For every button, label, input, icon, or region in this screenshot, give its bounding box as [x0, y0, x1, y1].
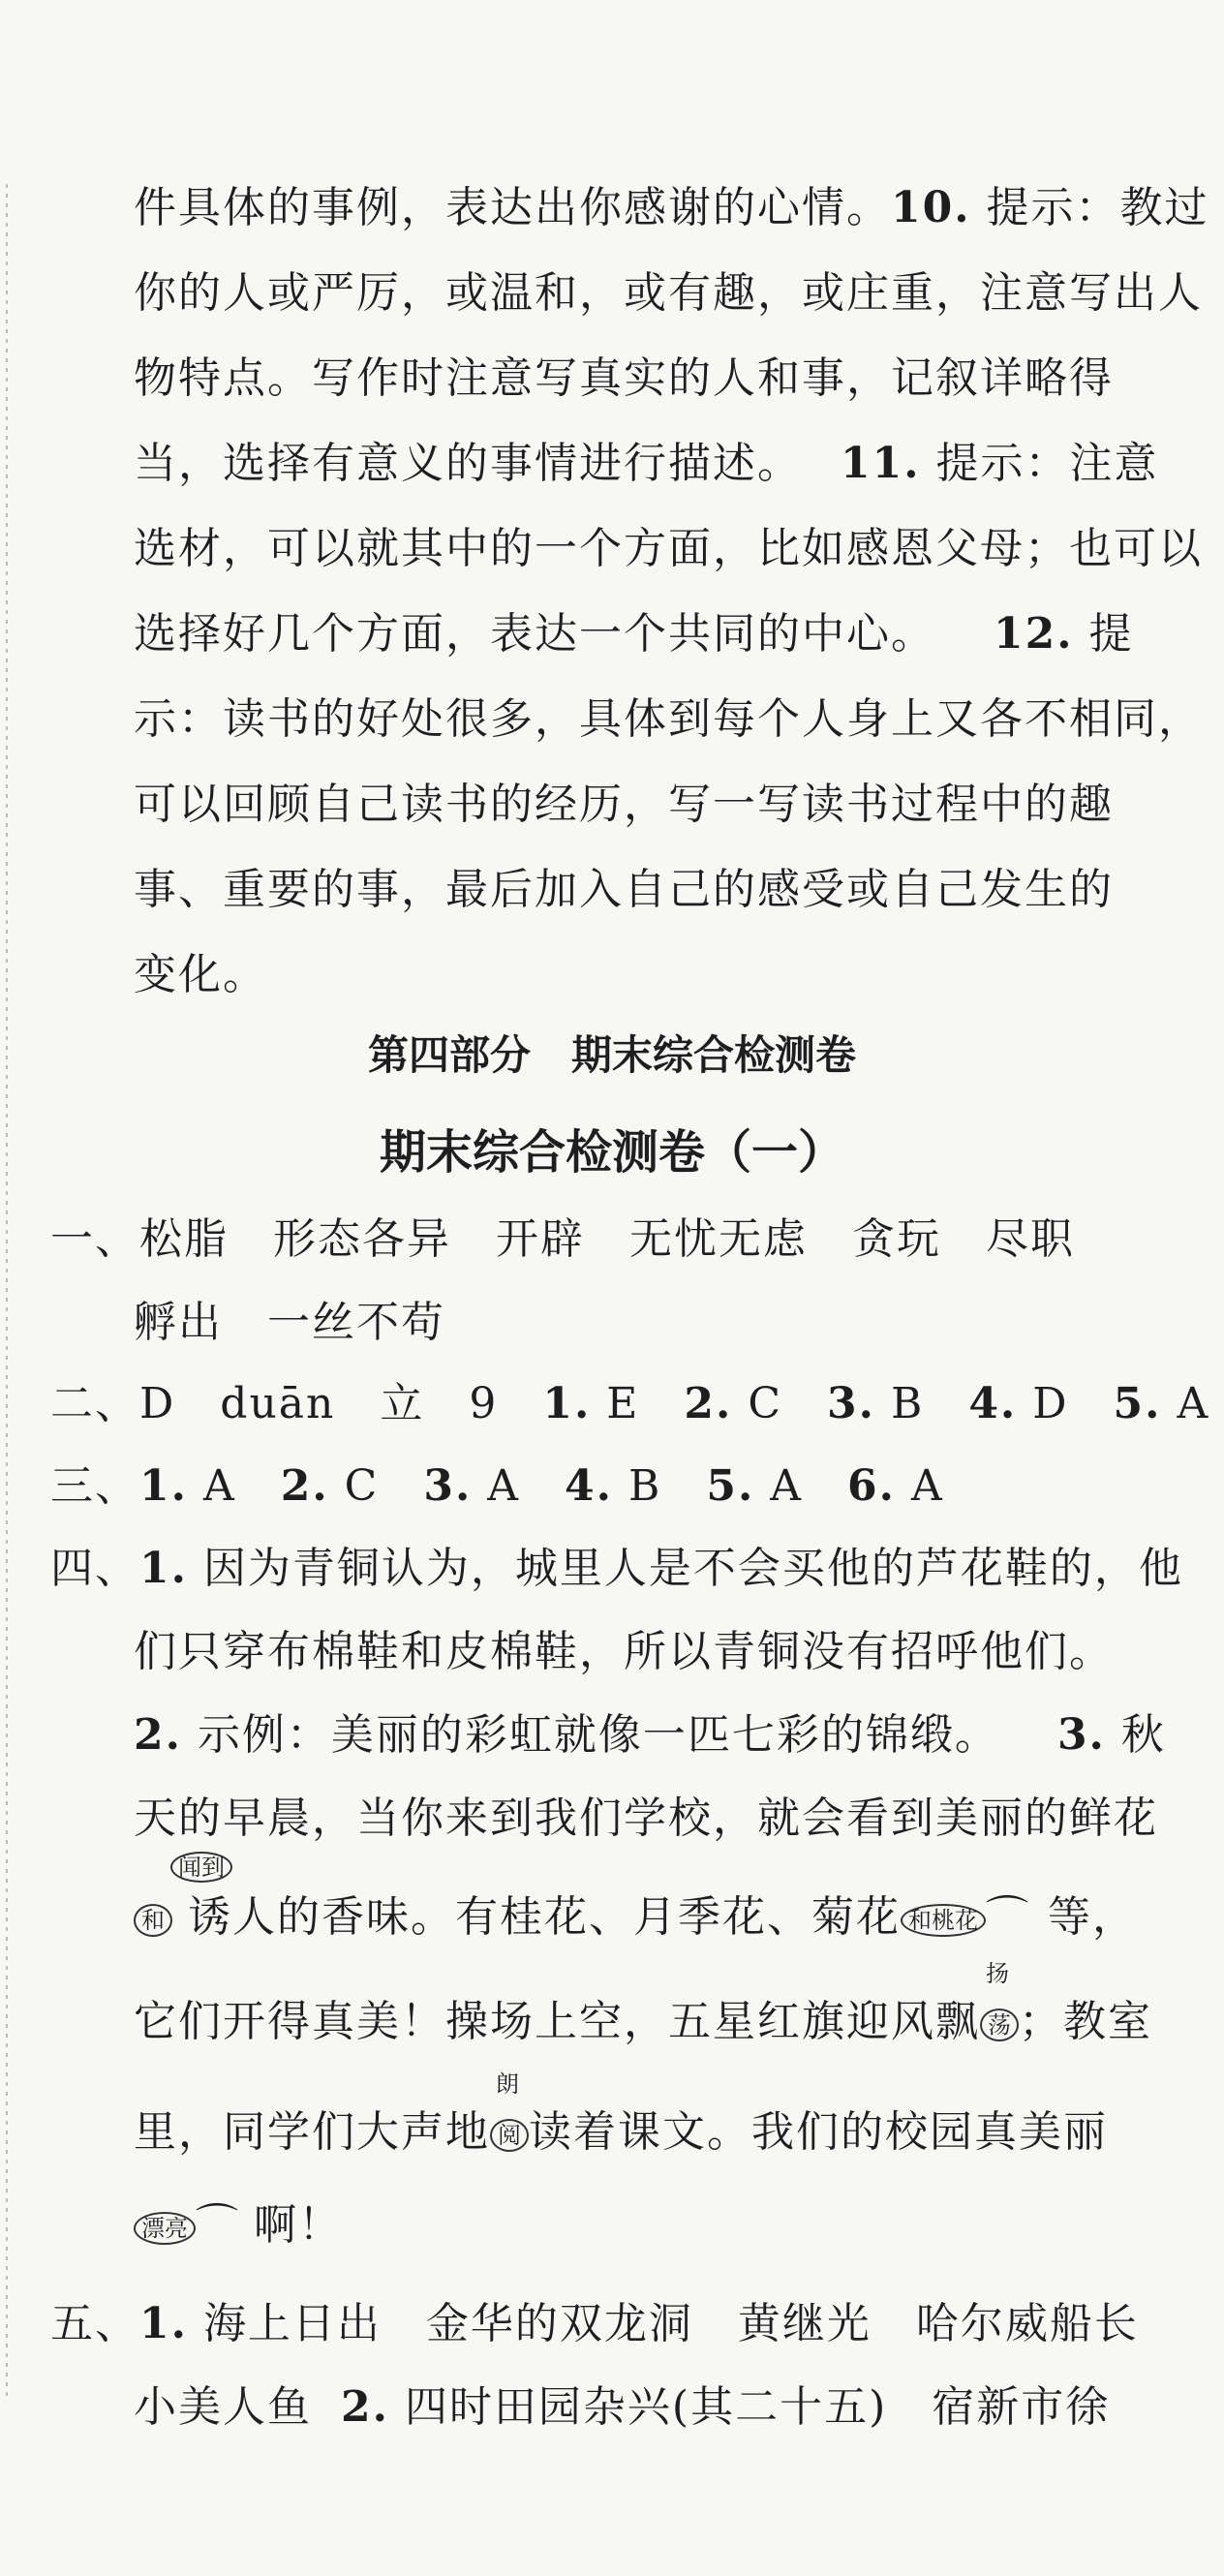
text-line: 变化。 [134, 950, 267, 999]
question-4-line: 们只穿布棉鞋和皮棉鞋，所以青铜没有招呼他们。 [134, 1627, 1114, 1676]
question-3: 三、1. A 2. C 3. A 4. B 5. A 6. A [50, 1461, 944, 1511]
correction-mark: 漂亮 [134, 2212, 196, 2245]
text-line: 可以回顾自己读书的经历，写一写读书过程中的趣 [134, 780, 1114, 829]
text-line: 你的人或严厉，或温和，或有趣，或庄重，注意写出人 [134, 268, 1203, 318]
question-4: 四、1. 因为青铜认为，城里人是不会买他的芦花鞋的，他 [50, 1544, 1183, 1593]
text-line: 选择好几个方面，表达一个共同的中心。 12. 提 [134, 609, 1134, 659]
question-4-line: 它们开得真美！操场上空，五星红旗迎风飘 荡 扬 ；教室 [134, 1960, 1152, 2046]
question-4-line: 漂亮 ⌒ 啊！ [134, 2196, 1224, 2254]
question-1-cont: 孵出 一丝不苟 [134, 1298, 445, 1347]
question-1: 一、松脂 形态各异 开辟 无忧无虑 贪玩 尽职 [50, 1214, 1075, 1264]
text-line: 件具体的事例，表达出你感谢的心情。10. 提示：教过 [134, 183, 1209, 232]
question-4-line: 和 闻到 诱人的香味。有桂花、月季花、菊花 和桃花 ⌒ 等， [134, 1888, 1224, 1947]
correction-mark: 和 [134, 1904, 172, 1937]
question-4-line: 2. 示例：美丽的彩虹就像一匹七彩的锦缎。 3. 秋 [134, 1710, 1166, 1760]
text-line: 物特点。写作时注意写真实的人和事，记叙详略得 [134, 353, 1114, 403]
text-line: 选材，可以就其中的一个方面，比如感恩父母；也可以 [134, 524, 1203, 573]
question-4-line: 里，同学们大声地 阅 朗 读着课文。我们的校园真美丽 [134, 2070, 1108, 2157]
correction-mark: 阅 [490, 2119, 529, 2152]
paper-title: 期末综合检测卷（一） [379, 1125, 844, 1180]
section-title: 第四部分 期末综合检测卷 [367, 1031, 856, 1079]
text-line: 当，选择有意义的事情进行描述。 11. 提示：注意 [134, 439, 1159, 488]
text-line: 示：读书的好处很多，具体到每个人身上又各不相同， [134, 694, 1203, 744]
margin-line [6, 184, 8, 2402]
text-line: 事、重要的事，最后加入自己的感受或自己发生的 [134, 865, 1114, 914]
question-5: 五、1. 海上日出 金华的双龙洞 黄继光 哈尔威船长 [50, 2299, 1139, 2348]
question-4-line: 天的早晨，当你来到我们学校，就会看到美丽的鲜花 [134, 1794, 1158, 1843]
correction-insert: 扬 [986, 1960, 1009, 1987]
correction-insert: 朗 [496, 2070, 519, 2098]
correction-mark: 荡 [980, 2009, 1019, 2041]
question-2: 二、D duān 立 9 1. E 2. C 3. B 4. D 5. A [50, 1379, 1210, 1428]
question-5-line: 小美人鱼 2. 四时田园杂兴(其二十五) 宿新市徐 [134, 2382, 1111, 2432]
correction-insert: 闻到 [170, 1852, 232, 1883]
correction-mark: 和桃花 [901, 1904, 986, 1937]
